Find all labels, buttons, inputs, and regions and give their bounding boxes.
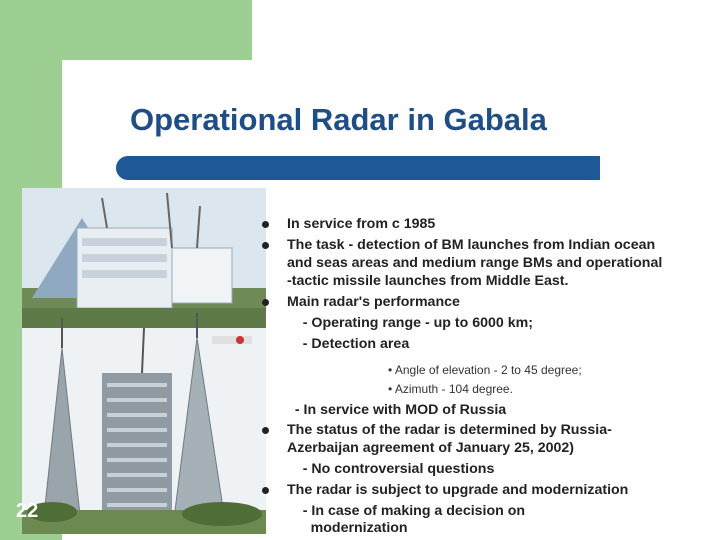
sub-bullet-text: • Azimuth - 104 degree. xyxy=(388,382,513,396)
bullet-text: modernization xyxy=(287,520,408,536)
bullet-dot xyxy=(262,487,269,494)
bullet-text: -tactic missile launches from Middle East. xyxy=(287,273,569,289)
sub-bullet-text: • Angle of elevation - 2 to 45 degree; xyxy=(388,363,582,377)
bullet-text: The task - detection of BM launches from Indian ocean xyxy=(287,237,656,253)
bullet-dot xyxy=(262,221,269,228)
bullet-text: In service from c 1985 xyxy=(287,216,436,232)
title-underline-bar xyxy=(130,156,600,180)
status-text: The status of the radar is determined by Russia- xyxy=(287,422,612,438)
content-corner xyxy=(62,60,122,120)
bullet-text: - Detection area xyxy=(287,336,410,352)
bullet-text: and seas areas and medium range BMs and operational xyxy=(287,255,663,271)
bullet-text: Main radar's performance xyxy=(287,294,460,310)
status-text: - No controversial questions xyxy=(287,461,495,477)
bullet-text: - Operating range - up to 6000 km; xyxy=(287,315,533,331)
status-text: - In service with MOD of Russia xyxy=(287,402,507,418)
bullet-text: - In case of making a decision on xyxy=(287,503,526,519)
status-text: Azerbaijan agreement of January 25, 2002) xyxy=(287,440,575,456)
bullet-dot xyxy=(262,427,269,434)
radar-station-photo xyxy=(22,188,266,534)
bullet-dot xyxy=(262,299,269,306)
bullet-dot xyxy=(262,242,269,249)
bullet-text: The radar is subject to upgrade and modernization xyxy=(287,482,629,498)
radar-photo-illustration xyxy=(22,188,266,534)
slide-title: Operational Radar in Gabala xyxy=(130,102,547,137)
page-number: 22 xyxy=(16,500,39,522)
green-top-band xyxy=(62,0,252,60)
